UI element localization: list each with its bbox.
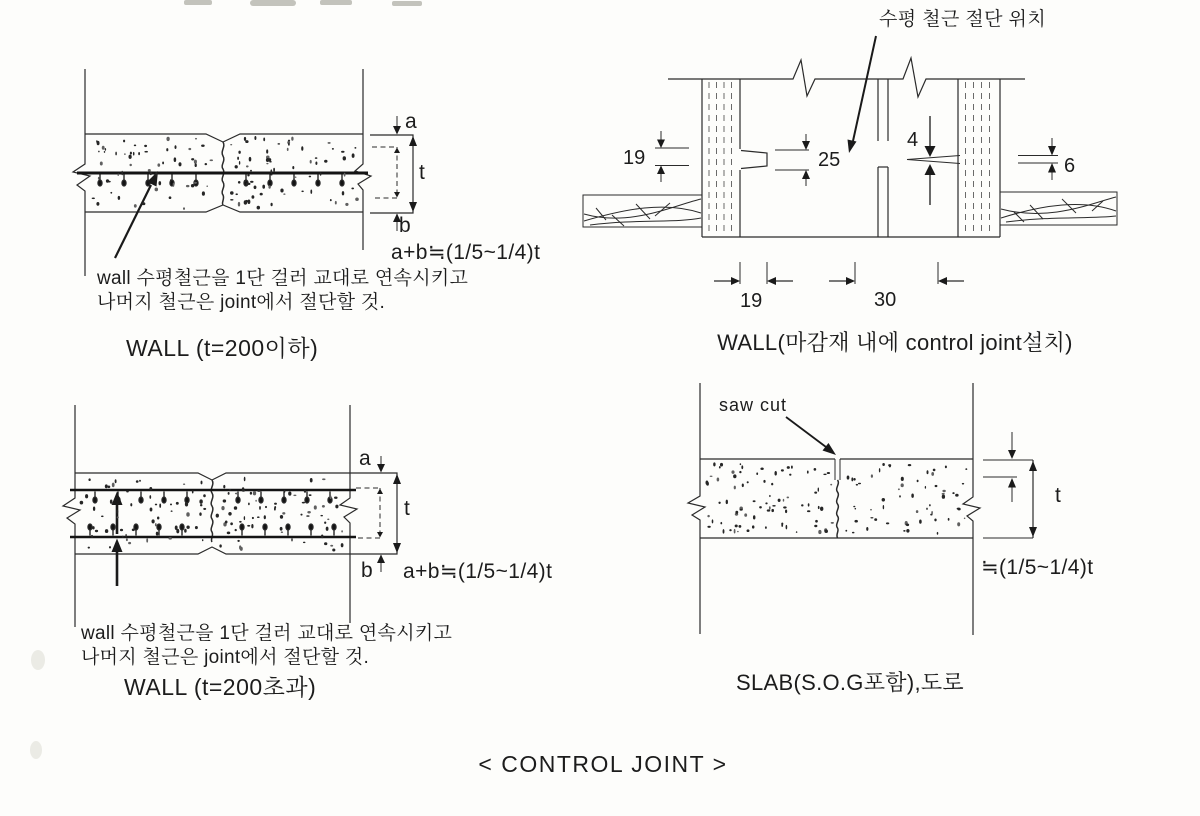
finish-material-hatch-left bbox=[583, 195, 702, 227]
dim-30: 30 bbox=[874, 289, 897, 311]
diagram-wall-under-200 bbox=[73, 69, 417, 276]
dim-label-t: t bbox=[404, 497, 410, 520]
dim-label-b: b bbox=[361, 559, 373, 582]
saw-cut-callout: saw cut bbox=[719, 395, 788, 415]
dim-19-bottom: 19 bbox=[740, 290, 763, 312]
diagram-slab bbox=[688, 383, 1037, 635]
dim-label-t: t bbox=[419, 161, 425, 184]
diagram-title-wall-under-200: WALL (t=200이하) bbox=[126, 335, 319, 361]
dim-label-a: a bbox=[359, 447, 371, 470]
saw-cut-depth-formula: ≒(1/5~1/4)t bbox=[981, 556, 1094, 579]
joint-depth-formula: a+b≒(1/5~1/4)t bbox=[391, 241, 541, 264]
diagram-wall-finish-joint bbox=[583, 36, 1117, 285]
dim-label-a: a bbox=[405, 110, 417, 133]
finish-material-hatch-right bbox=[1000, 192, 1117, 225]
note-line-1: wall 수평철근을 1단 걸러 교대로 연속시키고 bbox=[97, 268, 469, 289]
diagram-title-wall-finish: WALL(마감재 내에 control joint설치) bbox=[717, 330, 1073, 355]
diagram-title-wall-over-200: WALL (t=200초과) bbox=[124, 674, 317, 700]
dim-4: 4 bbox=[907, 129, 919, 151]
diagram-title-slab: SLAB(S.O.G포함),도로 bbox=[736, 670, 964, 695]
joint-depth-formula: a+b≒(1/5~1/4)t bbox=[403, 560, 553, 583]
note-line-1: wall 수평철근을 1단 걸러 교대로 연속시키고 bbox=[81, 623, 453, 644]
rebar-cut-callout: 수평 철근 절단 위치 bbox=[879, 9, 1047, 30]
sheet-caption: < CONTROL JOINT > bbox=[478, 751, 728, 777]
dim-19-left: 19 bbox=[623, 147, 646, 169]
dim-label-t: t bbox=[1055, 484, 1061, 507]
diagram-wall-over-200 bbox=[63, 405, 401, 627]
note-line-2: 나머지 철근은 joint에서 절단할 것. bbox=[81, 647, 370, 668]
dim-6: 6 bbox=[1064, 155, 1076, 177]
dim-label-b: b bbox=[399, 214, 411, 237]
rebar-tick-marks bbox=[98, 175, 344, 187]
dim-25: 25 bbox=[818, 149, 841, 171]
note-line-2: 나머지 철근은 joint에서 절단할 것. bbox=[97, 292, 386, 313]
